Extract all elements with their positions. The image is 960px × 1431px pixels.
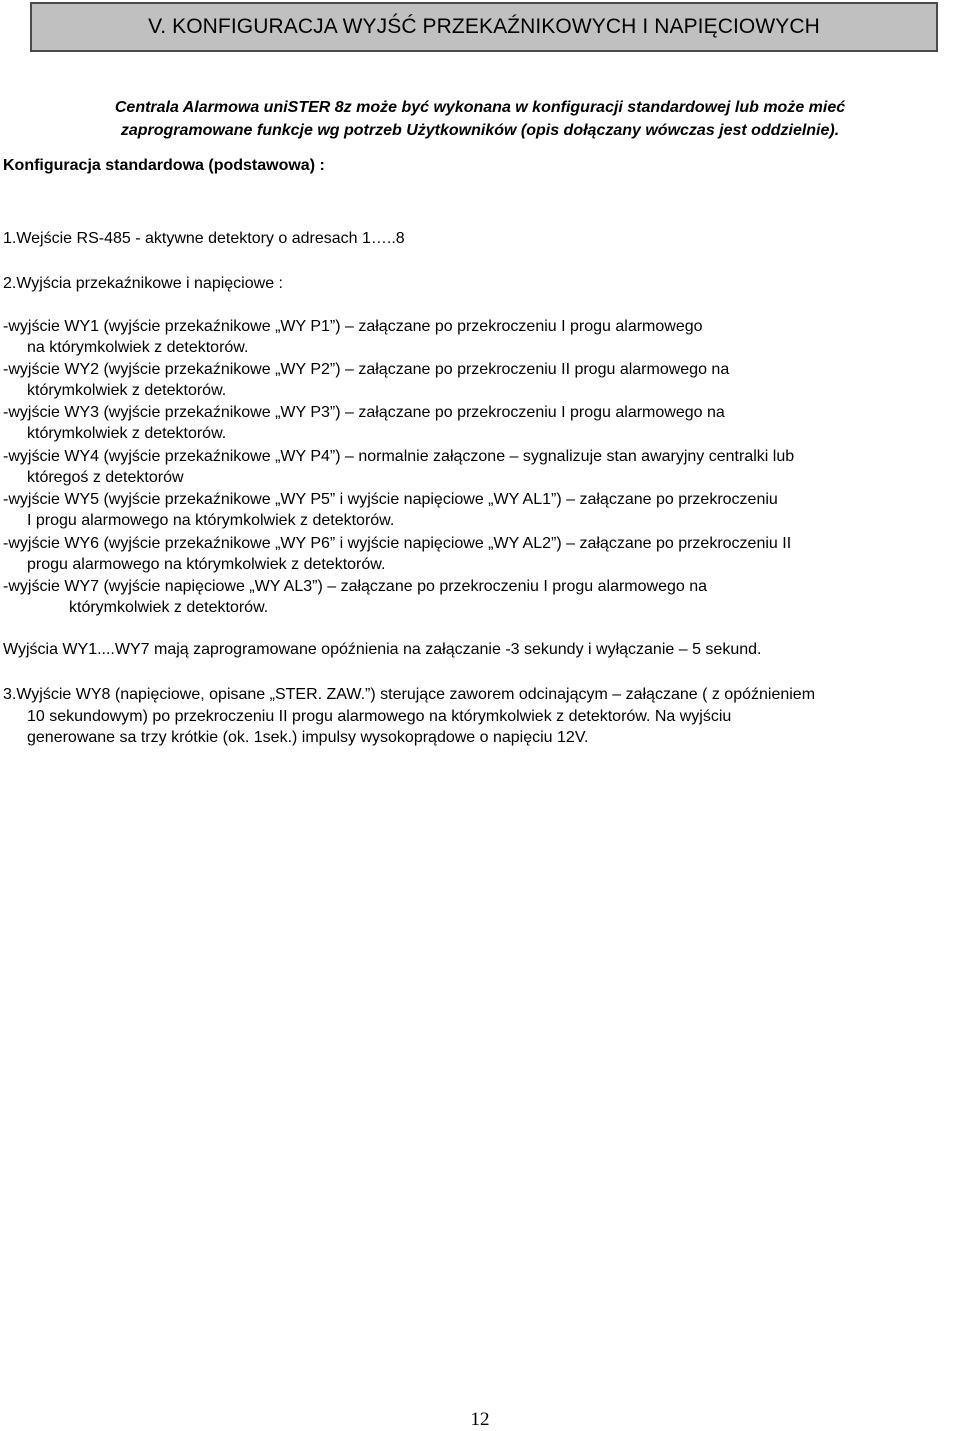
- output-item-wy4: [3, 446, 794, 488]
- output-item-wy3: [3, 402, 725, 444]
- section-3-line-1: 3.Wyjście WY8 (napięciowe, opisane „STER. ZAW.”) sterujące zaworem odcinającym – załączane ( z opóźnieniem: [3, 686, 816, 703]
- output-item-line-1: -wyjście WY7 (wyjście napięciowe „WY AL3”) – załączane po przekroczeniu I progu alarmowego na: [3, 578, 708, 595]
- section-3-line-3: generowane sa trzy krótkie (ok. 1sek.) impulsy wysokoprądowe o napięciu 12V.: [27, 729, 589, 746]
- section-title: V. KONFIGURACJA WYJŚĆ PRZEKAŹNIKOWYCH I NAPIĘCIOWYCH: [148, 15, 820, 38]
- output-item-line-2: na którymkolwiek z detektorów.: [27, 339, 249, 356]
- output-item-line-1: -wyjście WY2 (wyjście przekaźnikowe „WY P2”) – załączane po przekroczeniu II progu alarmowego na: [3, 361, 730, 378]
- page-number: 12: [470, 1409, 490, 1430]
- output-item-line-2: progu alarmowego na którymkolwiek z detektorów.: [27, 556, 386, 573]
- output-item-wy5: [3, 489, 778, 531]
- output-item-line-1: -wyjście WY5 (wyjście przekaźnikowe „WY P5” i wyjście napięciowe „WY AL1”) – załączane po przekroczeniu: [3, 491, 778, 508]
- output-item-wy7: [3, 576, 707, 618]
- output-item-line-2: któregoś z detektorów: [27, 469, 184, 486]
- standard-config-heading: Konfiguracja standardowa (podstawowa) :: [3, 157, 325, 174]
- intro-line-2: zaprogramowane funkcje wg potrzeb Użytkowników (opis dołączany wówczas jest oddzielnie).: [120, 122, 840, 139]
- output-item-line-2: którymkolwiek z detektorów.: [27, 382, 227, 399]
- output-item-line-1: -wyjście WY4 (wyjście przekaźnikowe „WY P4”) – normalnie załączone – sygnalizuje stan awaryjny centralki lub: [3, 448, 795, 465]
- section-title-box: [30, 2, 938, 52]
- section-3-line-2: 10 sekundowym) po przekroczeniu II progu alarmowego na którymkolwiek z detektorów. Na wyjściu: [27, 707, 732, 725]
- intro-paragraph: [0, 96, 960, 142]
- output-item-line-1: -wyjście WY6 (wyjście przekaźnikowe „WY P6” i wyjście napięciowe „WY AL2”) – załączane po przekroczeniu II: [3, 535, 792, 552]
- output-item-wy1: [3, 316, 703, 358]
- output-item-line-2: którymkolwiek z detektorów.: [69, 599, 269, 616]
- output-item-wy2: [3, 359, 729, 401]
- section-2-heading: 2.Wyjścia przekaźnikowe i napięciowe :: [3, 275, 283, 292]
- output-item-line-2: którymkolwiek z detektorów.: [27, 425, 227, 442]
- output-item-line-1: -wyjście WY3 (wyjście przekaźnikowe „WY P3”) – załączane po przekroczeniu I progu alarmowego na: [3, 404, 725, 421]
- delays-note: Wyjścia WY1....WY7 mają zaprogramowane opóźnienia na załączanie -3 sekundy i wyłączanie – 5 sekund.: [3, 641, 762, 658]
- section-3-wy8: [3, 684, 815, 749]
- intro-line-1: Centrala Alarmowa uniSTER 8z może być wykonana w konfiguracji standardowej lub może mieć: [114, 99, 846, 116]
- output-item-wy6: [3, 533, 791, 575]
- output-item-line-1: -wyjście WY1 (wyjście przekaźnikowe „WY P1”) – załączane po przekroczeniu I progu alarmowego: [3, 318, 703, 335]
- output-item-line-2: I progu alarmowego na którymkolwiek z detektorów.: [27, 512, 395, 529]
- section-1-rs485: 1.Wejście RS-485 - aktywne detektory o adresach 1…..8: [3, 230, 405, 247]
